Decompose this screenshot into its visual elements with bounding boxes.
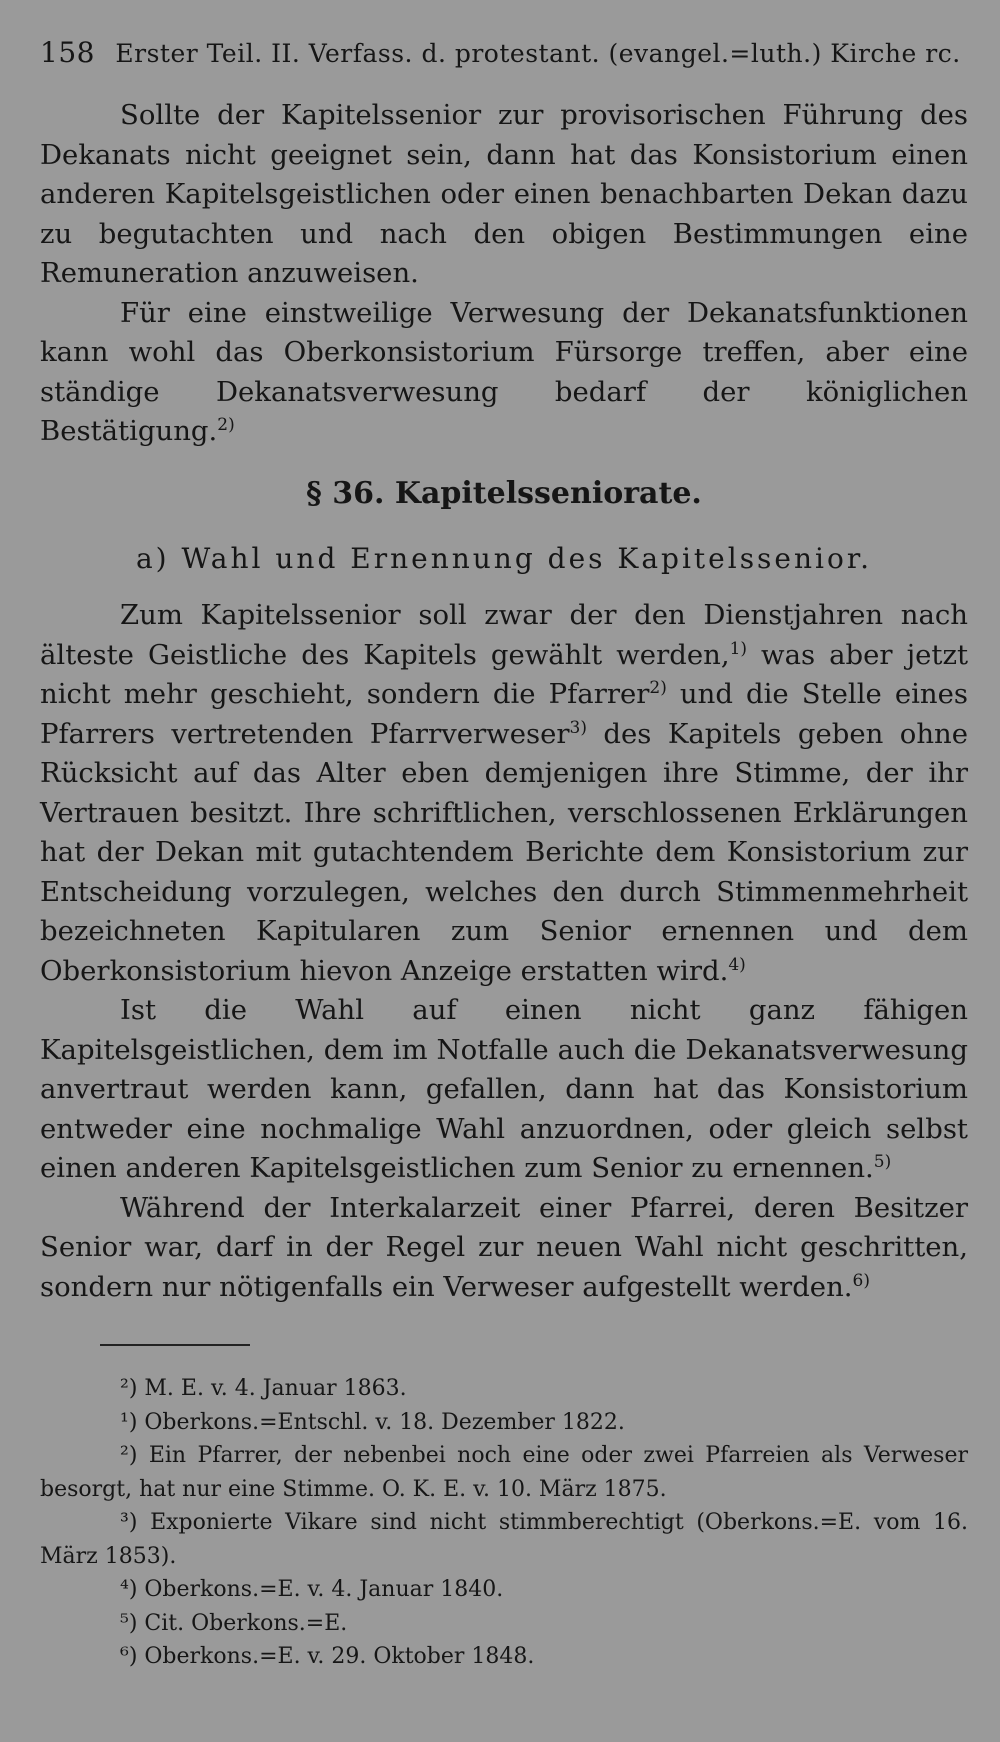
footnote: ⁵) Cit. Oberkons.=E. — [120, 1610, 348, 1636]
paragraph-text: Während der Interkalarzeit einer Pfarrei, deren Besitzer Senior war, darf in der Regel zur neuen Wahl nicht geschritten, sondern nur nötigenfalls ein Verweser aufgestellt werden. — [40, 1191, 968, 1303]
paragraph-text: was aber jetzt nicht mehr geschieht, sondern die Pfarrer — [40, 638, 968, 710]
footnote-marker: 2) — [649, 677, 667, 698]
footnote-marker: 5) — [873, 1151, 892, 1172]
paragraph-text: des Kapitels geben ohne Rücksicht auf das Alter eben demjenigen ihre Stimme, der ihr Vertrauen besitzt. Ihre schriftlichen, verschlossenen Erklärungen hat der Dekan mit gutachtendem Berichte dem Konsistorium zur Entscheidung vorzulegen, welches den durch Stimmenmehrheit bezeichneten Kapitularen zum Senior ernennen und dem Oberkonsistorium hievon Anzeige erstatten wird. — [40, 717, 969, 987]
footnote-marker: 3) — [569, 717, 587, 738]
footnote-divider — [100, 1344, 250, 1346]
paragraph — [40, 96, 968, 294]
running-header — [40, 36, 960, 71]
page-number: 158 — [40, 36, 95, 69]
footnote-marker: 4) — [728, 954, 746, 975]
footnote-marker: 2) — [217, 414, 235, 435]
footnote: ⁶) Oberkons.=E. v. 29. Oktober 1848. — [120, 1644, 535, 1669]
paragraph — [40, 596, 968, 991]
section-subheading: a) Wahl und Ernennung des Kapitelssenior. — [135, 542, 873, 575]
footnote: ³) Exponierte Vikare sind nicht stimmberechtigt (Oberkons.=E. vom 16. März 1853). — [40, 1510, 968, 1569]
footnote: ¹) Oberkons.=Entschl. v. 18. Dezember 1822. — [120, 1409, 625, 1435]
footnote: ⁴) Oberkons.=E. v. 4. Januar 1840. — [120, 1577, 504, 1602]
paragraph-text: Zum Kapitelssenior soll zwar der den Dienstjahren nach älteste Geistliche des Kapitels gewählt werden, — [40, 599, 968, 671]
footnote-marker: 1) — [729, 638, 748, 659]
running-title: Erster Teil. II. Verfass. d. protestant. (evangel.=luth.) Kirche rc. — [115, 39, 961, 68]
paragraph-text: Sollte der Kapitelssenior zur provisorischen Führung des Dekanats nicht geeignet sein, dann hat das Konsistorium einen anderen Kapitelsgeistlichen oder einen benachbarten Dekan dazu zu begutachten und nach den obigen Bestimmungen eine Remuneration anzuweisen. — [40, 99, 968, 289]
paragraph — [40, 294, 968, 452]
paragraph-text: Ist die Wahl auf einen nicht ganz fähigen Kapitelsgeistlichen, dem im Notfalle auch die Dekanatsverwesung anvertraut werden kann, gefallen, dann hat das Konsistorium entweder eine nochmalige Wahl anzuordnen, oder gleich selbst einen anderen Kapitelsgeistlichen zum Senior zu ernennen. — [40, 994, 968, 1184]
paragraph-text: und die Stelle eines Pfarrers vertretenden Pfarrverweser — [40, 678, 968, 750]
footnote: ²) M. E. v. 4. Januar 1863. — [120, 1376, 407, 1401]
footnotes — [40, 1372, 968, 1674]
footnote: ²) Ein Pfarrer, der nebenbei noch eine oder zwei Pfarreien als Verweser besorgt, hat nur eine Stimme. O. K. E. v. 10. März 1875. — [40, 1443, 968, 1502]
paragraph — [40, 1189, 968, 1308]
section-heading: § 36. Kapitelsseniorate. — [306, 476, 702, 511]
section-text-block — [40, 596, 968, 1307]
paragraph-text: Für eine einstweilige Verwesung der Dekanatsfunktionen kann wohl das Oberkonsistorium Fürsorge treffen, aber eine ständige Dekanatsverwesung bedarf der königlichen Bestätigung. — [40, 296, 968, 447]
intro-text-block — [40, 96, 968, 452]
paragraph — [40, 991, 968, 1189]
footnote-marker: 6) — [852, 1270, 870, 1291]
